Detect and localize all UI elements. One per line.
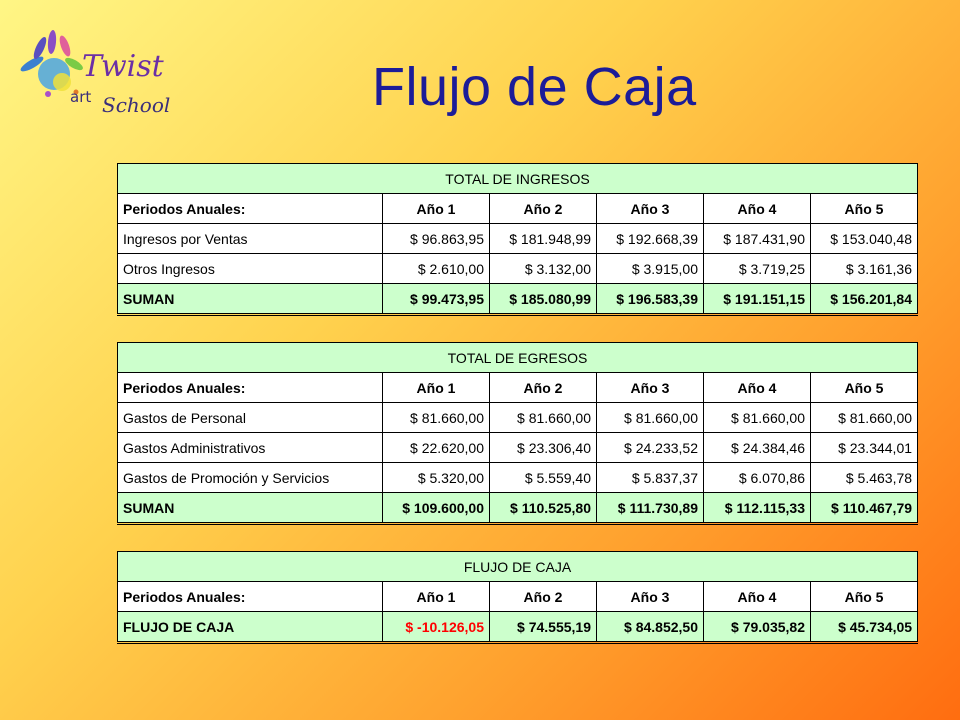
header-periodos: Periodos Anuales: bbox=[118, 194, 383, 224]
flujo-total-row bbox=[118, 612, 918, 643]
total-year-5: $ 156.201,84 bbox=[811, 284, 918, 315]
header-year-5: Año 5 bbox=[811, 373, 918, 403]
total-label: SUMAN bbox=[118, 284, 383, 315]
egresos-header-row bbox=[118, 373, 918, 403]
table-row bbox=[118, 254, 918, 284]
cell-year-1: $ 81.660,00 bbox=[383, 403, 490, 433]
slide-title: Flujo de Caja bbox=[372, 57, 697, 117]
cell-year-4: $ 6.070,86 bbox=[704, 463, 811, 493]
total-year-3: $ 84.852,50 bbox=[597, 612, 704, 643]
handprint-icon bbox=[19, 30, 85, 97]
cell-year-2: $ 23.306,40 bbox=[490, 433, 597, 463]
cell-year-3: $ 192.668,39 bbox=[597, 224, 704, 254]
cell-year-3: $ 81.660,00 bbox=[597, 403, 704, 433]
total-year-3: $ 196.583,39 bbox=[597, 284, 704, 315]
header-periodos: Periodos Anuales: bbox=[118, 373, 383, 403]
total-year-2: $ 110.525,80 bbox=[490, 493, 597, 524]
header-year-4: Año 4 bbox=[704, 582, 811, 612]
twist-art-school-logo bbox=[18, 22, 178, 122]
egresos-heading: TOTAL DE EGRESOS bbox=[118, 343, 918, 373]
header-year-4: Año 4 bbox=[704, 373, 811, 403]
cell-year-5: $ 23.344,01 bbox=[811, 433, 918, 463]
ingresos-header-row bbox=[118, 194, 918, 224]
table-row bbox=[118, 403, 918, 433]
logo-word-art: art bbox=[70, 88, 92, 106]
cell-year-3: $ 24.233,52 bbox=[597, 433, 704, 463]
row-label: Gastos de Personal bbox=[118, 403, 383, 433]
cell-year-1: $ 96.863,95 bbox=[383, 224, 490, 254]
cell-year-4: $ 3.719,25 bbox=[704, 254, 811, 284]
table-row bbox=[118, 433, 918, 463]
egresos-total-row bbox=[118, 493, 918, 524]
ingresos-heading: TOTAL DE INGRESOS bbox=[118, 164, 918, 194]
row-label: Otros Ingresos bbox=[118, 254, 383, 284]
header-year-1: Año 1 bbox=[383, 194, 490, 224]
header-year-2: Año 2 bbox=[490, 373, 597, 403]
header-year-2: Año 2 bbox=[490, 194, 597, 224]
cell-year-3: $ 5.837,37 bbox=[597, 463, 704, 493]
cell-year-4: $ 187.431,90 bbox=[704, 224, 811, 254]
table-row bbox=[118, 463, 918, 493]
cell-year-3: $ 3.915,00 bbox=[597, 254, 704, 284]
cell-year-2: $ 5.559,40 bbox=[490, 463, 597, 493]
total-year-2: $ 185.080,99 bbox=[490, 284, 597, 315]
cell-year-1: $ 2.610,00 bbox=[383, 254, 490, 284]
header-year-3: Año 3 bbox=[597, 194, 704, 224]
cell-year-5: $ 153.040,48 bbox=[811, 224, 918, 254]
cell-year-2: $ 181.948,99 bbox=[490, 224, 597, 254]
cell-year-1: $ 22.620,00 bbox=[383, 433, 490, 463]
header-year-2: Año 2 bbox=[490, 582, 597, 612]
cell-year-2: $ 81.660,00 bbox=[490, 403, 597, 433]
header-year-1: Año 1 bbox=[383, 582, 490, 612]
total-label: SUMAN bbox=[118, 493, 383, 524]
total-year-1: $ -10.126,05 bbox=[383, 612, 490, 643]
total-year-2: $ 74.555,19 bbox=[490, 612, 597, 643]
total-year-1: $ 109.600,00 bbox=[383, 493, 490, 524]
header-year-1: Año 1 bbox=[383, 373, 490, 403]
cell-year-5: $ 5.463,78 bbox=[811, 463, 918, 493]
logo-word-school: School bbox=[102, 93, 171, 117]
logo-word-twist: Twist bbox=[82, 49, 164, 84]
cell-year-1: $ 5.320,00 bbox=[383, 463, 490, 493]
cell-year-2: $ 3.132,00 bbox=[490, 254, 597, 284]
total-label: FLUJO DE CAJA bbox=[118, 612, 383, 643]
header-year-5: Año 5 bbox=[811, 582, 918, 612]
flujo-heading: FLUJO DE CAJA bbox=[118, 552, 918, 582]
total-year-1: $ 99.473,95 bbox=[383, 284, 490, 315]
ingresos-table bbox=[117, 163, 918, 316]
total-year-5: $ 110.467,79 bbox=[811, 493, 918, 524]
total-year-4: $ 112.115,33 bbox=[704, 493, 811, 524]
cell-year-4: $ 81.660,00 bbox=[704, 403, 811, 433]
table-row bbox=[118, 224, 918, 254]
cell-year-4: $ 24.384,46 bbox=[704, 433, 811, 463]
header-year-5: Año 5 bbox=[811, 194, 918, 224]
total-year-4: $ 79.035,82 bbox=[704, 612, 811, 643]
header-year-3: Año 3 bbox=[597, 373, 704, 403]
header-year-4: Año 4 bbox=[704, 194, 811, 224]
row-label: Gastos Administrativos bbox=[118, 433, 383, 463]
total-year-5: $ 45.734,05 bbox=[811, 612, 918, 643]
cell-year-5: $ 81.660,00 bbox=[811, 403, 918, 433]
row-label: Ingresos por Ventas bbox=[118, 224, 383, 254]
flujo-table bbox=[117, 551, 918, 644]
total-year-4: $ 191.151,15 bbox=[704, 284, 811, 315]
cell-year-5: $ 3.161,36 bbox=[811, 254, 918, 284]
header-periodos: Periodos Anuales: bbox=[118, 582, 383, 612]
header-year-3: Año 3 bbox=[597, 582, 704, 612]
flujo-header-row bbox=[118, 582, 918, 612]
total-year-3: $ 111.730,89 bbox=[597, 493, 704, 524]
egresos-table bbox=[117, 342, 918, 525]
row-label: Gastos de Promoción y Servicios bbox=[118, 463, 383, 493]
ingresos-total-row bbox=[118, 284, 918, 315]
